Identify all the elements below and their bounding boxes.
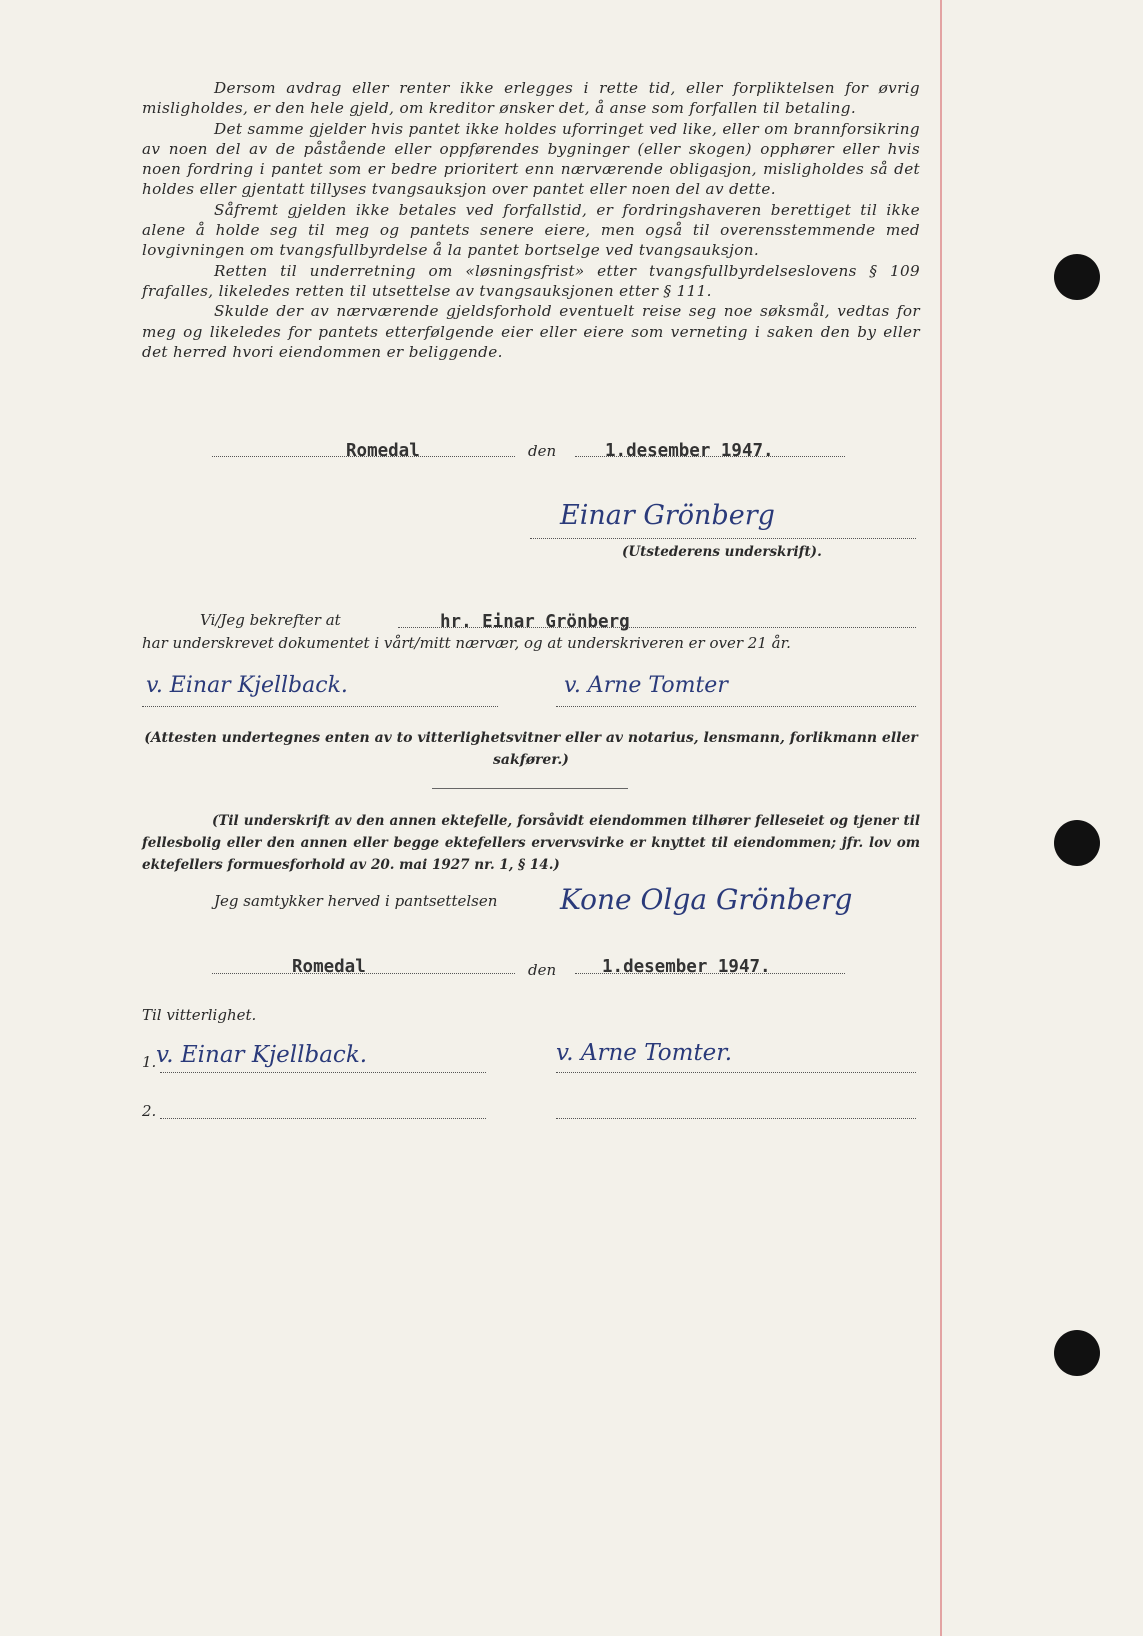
witness-line: [160, 1118, 486, 1119]
witness-line: [556, 1072, 916, 1073]
witness-line-left: [142, 706, 498, 707]
divider: [432, 788, 628, 789]
confirmed-name: hr. Einar Grönberg: [440, 612, 630, 632]
punch-hole: [1054, 820, 1100, 866]
paragraph: Retten til underretning om «løsningsfrist» etter tvangsfullbyrdelseslovens § 109 frafalles, likeledes retten til utsettelse av tvangsauksjonen etter § 111.: [142, 261, 920, 300]
paragraph: Såfremt gjelden ikke betales ved forfallstid, er fordringshaveren berettiget til ikke alene å holde seg til meg og pantets senere eiere, men også til overensstemmende med lovgivningen om tvangsfullbyrdelse å la pantet bortselge ved tvangsauksjon.: [142, 200, 920, 260]
witness-line-right: [556, 706, 916, 707]
witness-number: 1.: [142, 1053, 157, 1071]
paragraph: Skulde der av nærværende gjeldsforhold eventuelt reise seg noe søksmål, vedtas for meg og likeledes for pantets etterfølgende eier eller eiere som verneting i saken den by eller det herred hvori eiendommen er beliggende.: [142, 302, 920, 361]
witness-signature-1-left: v. Einar Kjellback.: [156, 1042, 368, 1068]
red-margin-line: [940, 0, 942, 1636]
paragraph: Det samme gjelder hvis pantet ikke holdes uforringet ved like, eller om brannforsikring av noen del av de påstående eller oppførendes bygninger (eller skogen) opphører eller hvis noen fordring i pantet som er bedre prioritert enn nærværende obligasjon, misligholdes så det holdes eller gjentatt tillyses tvangsauksjon over pantet eller noen del av dette.: [142, 119, 920, 199]
paragraph: Dersom avdrag eller renter ikke erlegges i rette tid, eller forpliktelsen for øvrig misligholdes, er den hele gjeld, om kreditor ønsker det, å anse som forfallen til betaling.: [142, 79, 920, 118]
signature-line: [530, 538, 916, 539]
confirm-text: har underskrevet dokumentet i vårt/mitt nærvær, og at underskriveren er over 21 år.: [142, 634, 791, 652]
attest-note: (Attesten undertegnes enten av to vitterlighetsvitner eller av notarius, lensmann, forlikmann eller sakfører.): [144, 730, 918, 768]
confirm-prefix: Vi/Jeg bekrefter at: [200, 611, 341, 629]
spouse-note: (Til underskrift av den annen ektefelle, forsåvidt eiendommen tilhører felleseiet og tjener til fellesbolig eller den annen eller begge ektefellers ervervsvirke er knyttet til eiendommen; jfr. lov om ektefellers formuesforhold av 20. mai 1927 nr. 1, § 14.): [142, 813, 920, 873]
punch-hole: [1054, 1330, 1100, 1376]
place: Romedal: [292, 957, 366, 977]
witness-line: [556, 1118, 916, 1119]
den-label: den: [528, 961, 557, 979]
date: 1.desember 1947.: [602, 957, 771, 977]
issuer-caption: (Utstederens underskrift).: [622, 544, 822, 560]
terms-text: [142, 78, 920, 362]
witness-number: 2.: [142, 1102, 157, 1120]
den-label: den: [528, 442, 557, 460]
vitterlighet-label: Til vitterlighet.: [142, 1006, 257, 1024]
issuer-signature: Einar Grönberg: [560, 500, 775, 531]
place: Romedal: [346, 441, 420, 461]
witness-signature-left: v. Einar Kjellback.: [146, 673, 348, 698]
witness-signature-right: v. Arne Tomter: [564, 673, 728, 698]
punch-hole: [1054, 254, 1100, 300]
spouse-signature: Kone Olga Grönberg: [560, 883, 853, 916]
witness-line: [160, 1072, 486, 1073]
date: 1.desember 1947.: [605, 441, 774, 461]
consent-text: Jeg samtykker herved i pantsettelsen: [214, 892, 498, 910]
witness-signature-1-right: v. Arne Tomter.: [556, 1040, 733, 1066]
